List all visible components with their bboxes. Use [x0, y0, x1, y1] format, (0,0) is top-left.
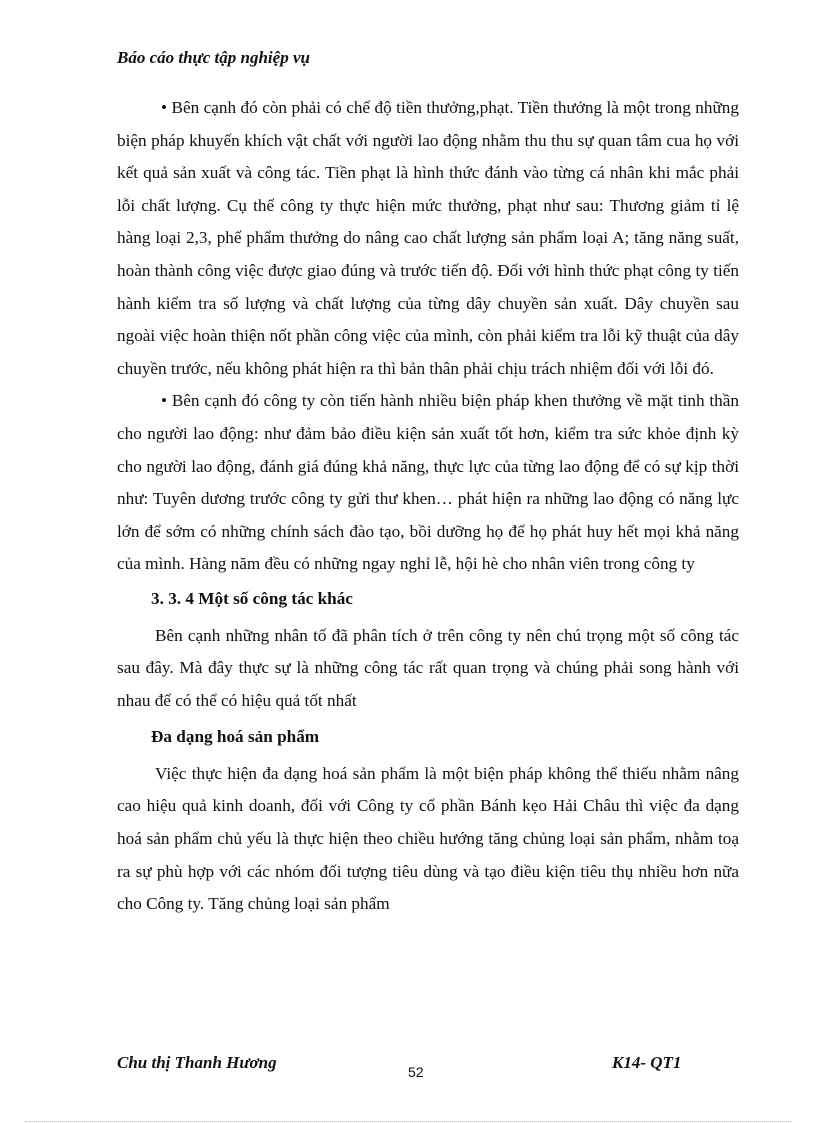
bullet-paragraph-spiritual-rewards: • Bên cạnh đó công ty còn tiến hành nhiều biện pháp khen thưởng về mặt tinh thần cho người lao động: như đảm bảo điều kiện sản xuất tốt hơn, kiểm tra sức khỏe định kỳ cho người lao động, đánh giá đúng khả năng, thực lực của từng lao động để có sự kịp thời như: Tuyên dương trước công ty gửi thư khen… phát hiện ra những lao động có năng lực lớn để sớm có những chính sách đào tạo, bồi dưỡng họ để họ phát huy hết mọi khả năng của mình. Hàng năm đều có những ngay nghỉ lễ, hội hè cho nhân viên trong công ty [117, 391, 739, 574]
document-body [117, 92, 739, 921]
document-header-title: Báo cáo thực tập nghiệp vụ [117, 48, 310, 67]
footer-class-code: K14- QT1 [612, 1053, 682, 1072]
paragraph-product-diversification: Việc thực hiện đa dạng hoá sản phẩm là một biện pháp không thể thiếu nhằm nâng cao hiệu quả kinh doanh, đối với Công ty cổ phần Bánh kẹo Hải Châu thì việc đa dạng hoá sản phẩm chủ yếu là thực hiện theo chiều hướng tăng chủng loại sản phẩm, nhằm toạ ra sự phù hợp với các nhóm đối tượng tiêu dùng và tạo điều kiện tiêu thụ nhiều hơn nữa cho Công ty. Tăng chủng loại sản phẩm [117, 763, 739, 914]
footer-author: Chu thị Thanh Hương [117, 1053, 277, 1072]
paragraph-other-tasks-intro: Bên cạnh những nhân tố đã phân tích ở trên công ty nên chú trọng một số công tác sau đây. Mà đây thực sự là những công tác rất quan trọng và chúng phải song hành với nhau để có thể có hiệu quả tốt nhất [117, 625, 739, 710]
page-bottom-dotted-divider [25, 1121, 791, 1122]
footer-page-number: 52 [408, 1064, 424, 1080]
bullet-paragraph-rewards-penalties: • Bên cạnh đó còn phải có chế độ tiền thưởng,phạt. Tiền thưởng là một trong những biện pháp khuyến khích vật chất với người lao động nhằm thu thu sự quan tâm cua họ với kết quả sản xuất và công tác. Tiền phạt là hình thức đánh vào từng cá nhân khi mắc phải lỗi chất lượng. Cụ thể công ty thực hiện mức thưởng, phạt như sau: Thương giảm tỉ lệ hàng loại 2,3, phế phẩm thưởng do nâng cao chất lượng sản phẩm loại A; tăng năng suất, hoàn thành công việc được giao đúng và trước tiến độ. Đối với hình thức phạt công ty tiến hành kiểm tra số lượng và chất lượng của từng dây chuyền sản xuất. Dây chuyền sau ngoài việc hoàn thiện nốt phần công việc của mình, còn phải kiểm tra lỗi kỹ thuật của dây chuyền trước, nếu không phát hiện ra thì bản thân phải chịu trách nhiệm đối với lỗi đó. [117, 98, 739, 378]
subheading-product-diversification: Đa dạng hoá sản phẩm [151, 727, 320, 747]
section-heading-3-3-4: 3. 3. 4 Một số công tác khác [151, 588, 353, 608]
